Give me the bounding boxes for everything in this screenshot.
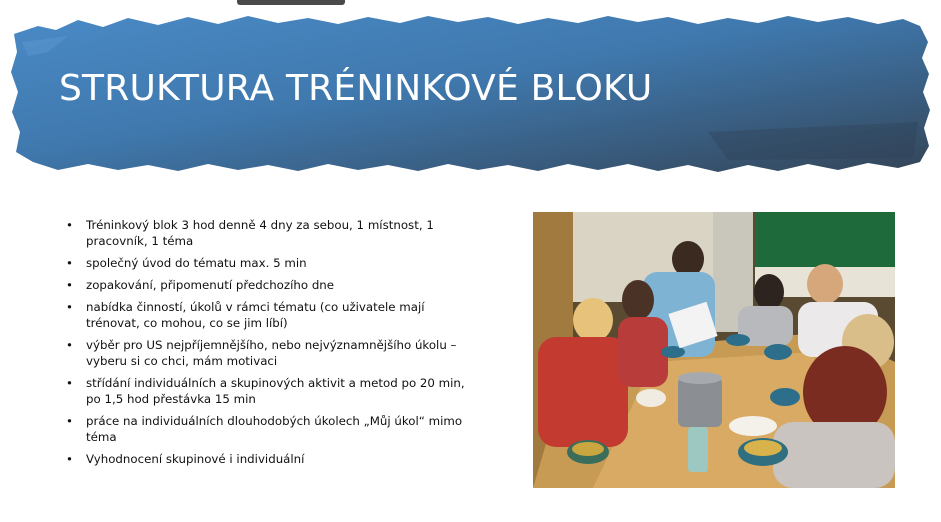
window-top-tab xyxy=(237,0,345,5)
bullet-item: • výběr pro US nejpříjemnějšího, nebo nejvýznamnějšího úkolu – vyberu si co chci, mám motivaci xyxy=(66,337,466,369)
bullet-item: • společný úvod do tématu max. 5 min xyxy=(66,255,466,271)
bullet-item: • Tréninkový blok 3 hod denně 4 dny za sebou, 1 místnost, 1 pracovník, 1 téma xyxy=(66,217,466,249)
slide-title: STRUKTURA TRÉNINKOVÉ BLOKU xyxy=(59,68,653,109)
bullet-item: • střídání individuálních a skupinových aktivit a metod po 20 min, po 1,5 hod přestávka 15 min xyxy=(66,375,466,407)
bullet-item: • Vyhodnocení skupinové i individuální xyxy=(66,451,466,467)
bullet-item: • práce na individuálních dlouhodobých úkolech „Můj úkol“ mimo téma xyxy=(66,413,466,445)
bullet-item: • nabídka činností, úkolů v rámci tématu (co uživatele mají trénovat, co mohou, co se jim líbí) xyxy=(66,299,466,331)
bullet-item: • zopakování, připomenutí předchozího dne xyxy=(66,277,466,293)
bullet-list xyxy=(66,217,466,473)
group-training-photo xyxy=(533,212,895,488)
